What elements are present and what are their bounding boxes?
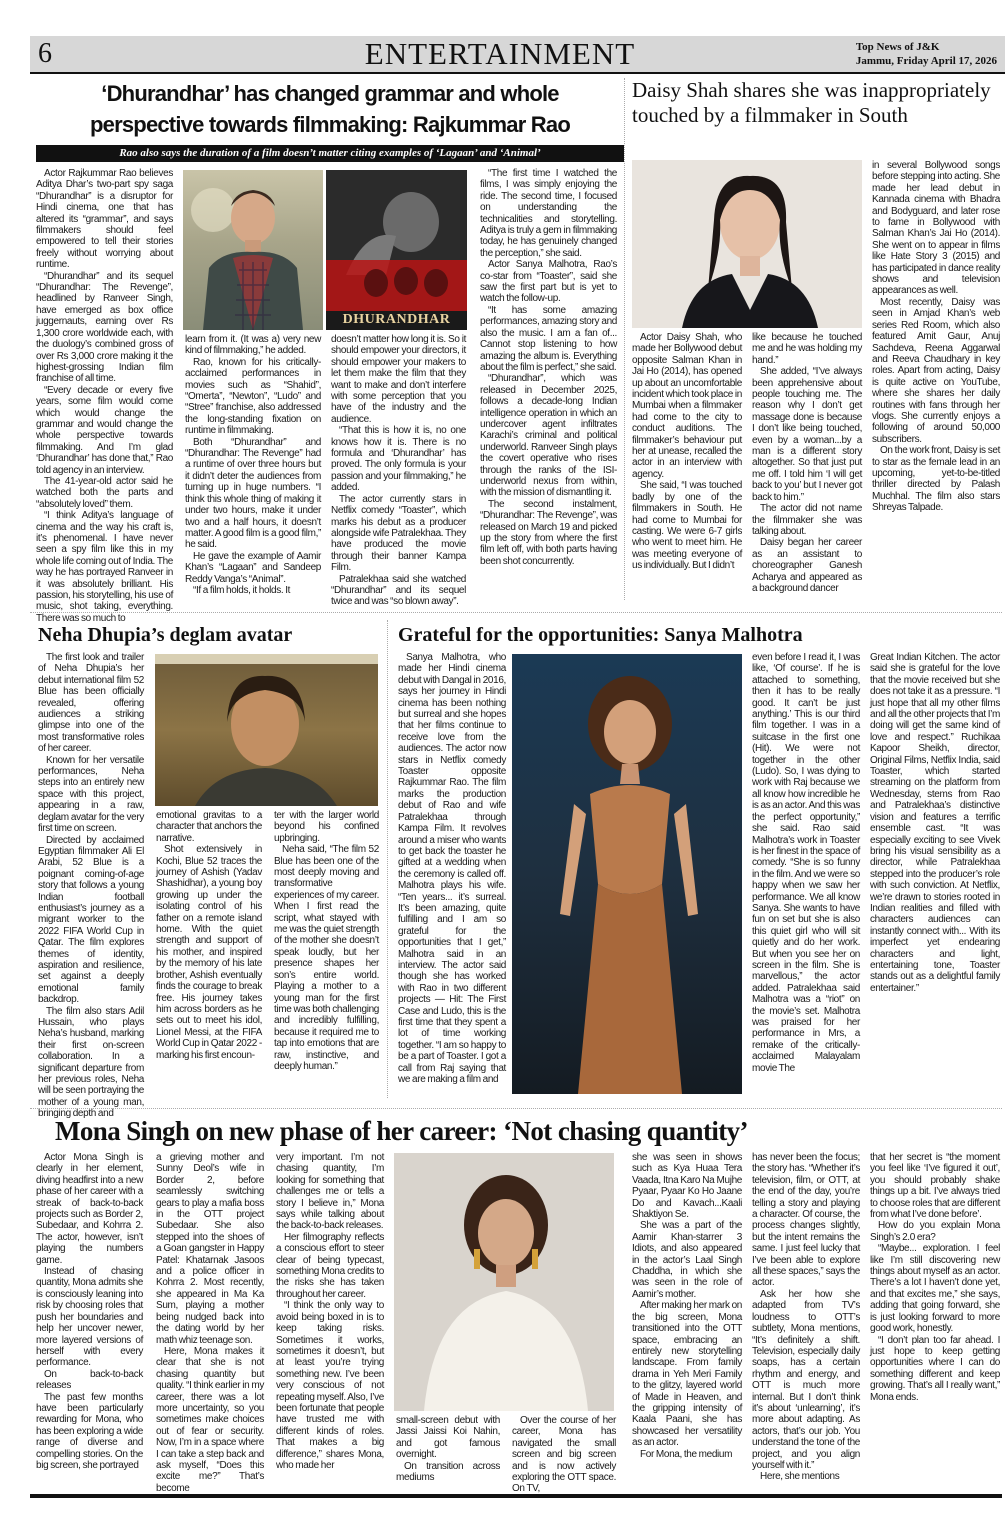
paragraph: “Dhurandhar” and its sequel “Dhurandhar: The Revenge”, headlined by Ranveer Singh, have emerged as box office juggernauts, earning over Rs 1,300 crore worldwide each, with the duology’s combined gross of over Rs 3,000 crore making it the highest-grossing Indian film franchise of all time.: [36, 270, 173, 385]
mona-figure-illustration: [394, 1153, 614, 1411]
mona-col-2: [156, 1152, 264, 1494]
paragraph: Her filmography reflects a conscious effort to steer clear of being typecast, something Mona credits to the risks she has taken throughout her career.: [276, 1231, 384, 1300]
paragraph: “That this is how it is, no one knows how it is. There is no formula and ‘Dhurandhar’ has proved. The only formula is your passion and your filmmaking,” he added.: [331, 425, 466, 494]
paragraph: Known for her versatile performances, Neha steps into an entirely new space with this project, appearing in a raw, deglam avatar for the very first time on screen.: [38, 754, 144, 835]
paragraph: The actor did not name the filmmaker she was talking about.: [752, 503, 862, 537]
rao-headline-line1: ‘Dhurandhar’ has changed grammar and whole: [101, 81, 559, 106]
paragraph: a grieving mother and Sunny Deol’s wife in Border 2, before seamlessly switching gears to play a mafia boss in the OTT project Subedaar. She also stepped into the shoes of a Goan gangster in Happy Patel: Khatarnak Jasoos and a police officer in Kohrra 2. Most recently, she appeared in Ma Ka Sum, playing a mother being nudged back into the dating world by her math whiz teenage son.: [156, 1152, 264, 1346]
section-title: ENTERTAINMENT: [364, 36, 636, 71]
paragraph: very important. I’m not chasing quantity, I’m looking for something that challenges me or tells a story I believe in,” Mona says while talking about the back-to-back releases.: [276, 1152, 384, 1232]
paragraph: She said, “I was touched badly by one of the filmmakers in South. He had come to Mumbai for casting. We were 6-7 girls who went to meet him. He was meeting everyone of us individually. But I didn’t: [632, 480, 742, 572]
paragraph: Over the course of her career, Mona has navigated the small screen and big screen and is now actively exploring the OTT space. On TV,: [512, 1415, 616, 1495]
paragraph: emotional gravitas to a character that anchors the narrative.: [156, 810, 262, 844]
paragraph: She added, “I’ve always been apprehensive about people touching me. The reason why I don’t get massage done is because I don’t like being touched, even by a woman...by a man is a different story altogether. So that just put me off. I told him ‘I will get back to you’ but I never got back to him.”: [752, 366, 862, 503]
mona-col-4: [396, 1415, 500, 1483]
rao-figure-illustration: [183, 170, 323, 330]
sanya-malhotra-photo: [512, 654, 742, 1094]
page-number: 6: [38, 38, 52, 69]
sanya-col-2: [752, 652, 860, 1074]
section-divider: [30, 612, 1002, 613]
paragraph: Directed by acclaimed Egyptian filmmaker Ali El Arabi, 52 Blue is a poignant coming-of-age story that follows a young Indian football enthusiast’s journey as a migrant worker to the 2022 FIFA World Cup in Qatar. The film explores themes of identity, aspiration and resilience, set against a deeply emotional family backdrop.: [38, 834, 144, 1006]
paragraph: she was seen in shows such as Kya Huaa Tera Vaada, Itna Karo Na Mujhe Pyaar, Pyaar Ko Ho Jaane Do and Kavach...Kaali Shaktiyon Se.: [632, 1152, 742, 1221]
neha-dhupia-photo: [155, 654, 378, 806]
paragraph: The 41-year-old actor said he watched both the parts and “absolutely loved” them.: [36, 475, 173, 510]
paragraph: like because he touched me and he was holding my hand.”: [752, 332, 862, 366]
publication-name: Top News of J&K: [855, 41, 940, 53]
daisy-headline: Daisy Shah shares she was inappropriately touched by a filmmaker in South: [632, 78, 991, 127]
rao-headline: [36, 78, 624, 140]
paragraph: even before I read it, I was like, ‘Of course’. If he is attached to something, then it has to be really good. It can’t be just anything.’ This is our third film together. I was in a suitcase in the first one (Hit). We were not together in the other (Ludo). So, I was dying to work with Raj because we all know how incredible he is as an actor. And this was the perfect opportunity,” she said. Rao said Malhotra’s work in Toaster is her finest in the space of comedy. “She is so funny in the film. And we were so happy when we saw her performance. We all know Sanya. She wants to have fun on set but she is also this quiet girl who will sit quietly and do her work. But when you see her on screen in the film. She is marvellous,” the actor added. Patralekhaa said Malhotra was a “riot” on the movie’s set. Malhotra was praised for her performance in Mrs, a remake of the critically-acclaimed Malayalam movie The: [752, 652, 860, 1074]
paragraph: She was a part of the Aamir Khan-starrer 3 Idiots, and also appeared in the actor’s Laal Singh Chaddha, in which she was seen in the role of Aamir’s mother.: [632, 1220, 742, 1300]
daisy-col-1: [632, 332, 742, 572]
paragraph: Actor Mona Singh is clearly in her element, diving headfirst into a new phase of her career with a streak of back-to-back projects such as Border 2, Subedaar, and Kohrra 2. The actor, however, isn’t playing the numbers game.: [36, 1152, 143, 1266]
rao-strap: Rao also says the duration of a film doesn’t matter citing examples of ‘Lagaan’ and ‘Animal’: [36, 145, 624, 162]
sanya-col-3: [870, 652, 1000, 994]
daisy-figure-illustration: [632, 160, 862, 328]
dateline: Jammu, Friday April 17, 2026: [855, 55, 997, 67]
paragraph: The past few months have been particularly rewarding for Mona, who has been exploring a wide range of diverse and compelling stories. On the big screen, she portrayed: [36, 1391, 143, 1471]
neha-figure-illustration: [155, 654, 378, 806]
paragraph: Ask her how she adapted from TV’s loudness to OTT’s subtlety, Mona mentions, “It’s definitely a shift. Television, especially daily soaps, has a certain rhythm and energy, and OTT is much more internal. But I don’t think it’s about ‘unlearning’, it’s more about adapting. As actors, that’s our job. You understand the tone of the project, and you align yourself with it.”: [752, 1288, 860, 1471]
bottom-rule: [30, 1494, 1002, 1498]
paragraph: The actor currently stars in Netflix comedy “Toaster”, which marks his debut as a producer alongside wife Patralekhaa. They have produced the movie through their banner Kampa Film.: [331, 493, 466, 574]
rao-col-3: [331, 334, 466, 608]
neha-headline: Neha Dhupia’s deglam avatar: [38, 624, 293, 646]
paragraph: “It has some amazing performances, amazing story and also the music. I am a fan of... Cannot stop listening to how amazing the album is. Everything about the film is perfect,” she said.: [480, 304, 617, 373]
mona-col-7: [752, 1152, 860, 1483]
paragraph: Instead of chasing quantity, Mona admits she is consciously leaning into risk by choosing roles that push her boundaries and help her uncover newer, more layered versions of herself with every performance.: [36, 1266, 143, 1369]
mona-headline: Mona Singh on new phase of her career: ‘Not chasing quantity’: [55, 1116, 748, 1146]
daisy-col-2: [752, 332, 862, 594]
paragraph: Shot extensively in Kochi, Blue 52 traces the journey of Ashish (Yadav Shashidhar), a young boy growing up under the isolating control of his father on a remote island home. With the quiet strength and support of his mother, and inspired by the memory of his late brother, Ashish eventually finds the courage to break free. His journey takes him across borders as he sets out to meet his idol, Lionel Messi, at the FIFA World Cup in Qatar 2022 - marking his first encoun-: [156, 844, 262, 1061]
paragraph: Great Indian Kitchen. The actor said she is grateful for the love that the movie received but she does not take it as a pressure. “I just hope that all my other films and all the other projects that I’m doing will get the same kind of love and respect.” Ruchikaa Kapoor Sheikh, director, Original Films, Netflix India, said Toaster, which started streaming on the platform from Wednesday, stems from Rao and Patralekhaa’s distinctive vision and features a terrific ensemble cast. “It was especially exciting to see Vivek bring his visual sensibility as a director, while Patralekhaa stepped into the producer’s role with such conviction. At Netflix, we’re drawn to stories rooted in Indian realities and filled with characters audiences can instantly connect with... With its imperfect yet endearing characters and light, entertaining tone, Toaster stands out as a delightful family entertainer.”: [870, 652, 1000, 994]
paragraph: learn from it. (It was a) very new kind of filmmaking,” he added.: [185, 334, 321, 357]
masthead: [30, 36, 1005, 74]
subheading: On transition across mediums: [396, 1460, 500, 1484]
mona-col-8: [870, 1152, 1000, 1403]
paragraph: Most recently, Daisy was seen in Amjad Khan’s web series Red Room, which also featured Amit Gaur, Anuj Sachdeva, Reena Aggarwal and Reeva Chaudhary in key roles. Apart from acting, Daisy is quite active on YouTube, where she shares her daily routines with fans through her vlogs. She currently enjoys a following of around 50,000 subscribers.: [872, 296, 1000, 445]
paragraph: Patralekhaa said she watched “Dhurandhar” and its sequel twice and was “so blown away”.: [331, 573, 466, 608]
daisy-col-3: [872, 160, 1000, 514]
paragraph: in several Bollywood songs before stepping into acting. She made her lead debut in Kannada cinema with Bhadra and Bodyguard, and later rose to fame in Bollywood with Salman Khan’s Jai Ho (2014). She went on to appear in films like Hate Story 3 (2015) and has participated in dance reality shows and television appearances as well.: [872, 160, 1000, 297]
paragraph: “The first time I watched the films, I was simply enjoying the ride. The second time, I focused on understanding the technicalities and storytelling. Aditya is truly a gem in filmmaking today, he has genuinely changed the perception,” she said.: [480, 168, 617, 259]
paragraph: ter with the larger world beyond his confined upbringing.: [274, 810, 379, 844]
mona-col-1: [36, 1152, 143, 1471]
neha-col-2: [156, 810, 262, 1061]
paragraph: small-screen debut with Jassi Jaissi Koi Nahin, and got famous overnight.: [396, 1415, 500, 1461]
paragraph: The first look and trailer of Neha Dhupia’s her debut international film 52 Blue has been officially revealed, offering audiences a striking glimpse into one of the most transformative roles of her career.: [38, 652, 144, 755]
paragraph: The second instalment, “Dhurandhar: The Revenge”, was released on March 19 and picked up the story from where the first film left off, with both parts having been shot concurrently.: [480, 498, 617, 567]
poster-title: DHURANDHAR: [342, 312, 451, 327]
paragraph: On the work front, Daisy is set to star as the female lead in an upcoming, yet-to-be-titled thriller directed by Palash Muchhal. The film also stars Shreyas Talpade.: [872, 445, 1000, 514]
paragraph: Neha said, “The film 52 Blue has been one of the most deeply moving and transformative experiences of my career. When I first read the script, what stayed with me was the quiet strength of the mother she doesn’t speak loudly, but her presence shapes her son’s entire world. Playing a mother to a young man for the first time was both challenging and incredibly fulfilling, because it required me to tap into emotions that are raw, instinctive, and deeply human.”: [274, 844, 379, 1072]
dhurandhar-poster: [326, 170, 467, 330]
paragraph: “I think Aditya’s language of cinema and the way his craft is, it’s phenomenal. I have never seen a spy film like this in my whole life coming out of India. The way he has portrayed Ranveer in it was absolutely brilliant. His passion, his storytelling, his use of music, shot taking, everything. There was so much to: [36, 510, 173, 624]
paragraph: How do you explain Mona Singh’s 2.0 era?: [870, 1220, 1000, 1243]
rao-col-2: [185, 334, 321, 596]
paragraph: “I think the only way to avoid being boxed in is to keep taking risks. Sometimes it works, sometimes it doesn’t, but at least you’re trying something new. I’ve been very conscious of not repeating myself. Also, I’ve been fortunate that people have trusted me with different kinds of roles. That makes a big difference,” shares Mona, who made her: [276, 1300, 384, 1471]
paragraph: “Every decade or every five years, some film would come which would change the grammar and would change the whole perspective towards filmmaking. And I’m glad ‘Dhurandhar’ has done that,” Rao told agency in an interview.: [36, 384, 173, 476]
mona-singh-photo: [394, 1153, 614, 1411]
rao-col-4: [480, 168, 617, 567]
mona-col-6: [632, 1152, 742, 1460]
paragraph: “Dhurandhar”, which was released in December 2025, follows a decade-long Indian intelligence operation in which an undercover agent infiltrates Karachi’s criminal and political underworld. Ranveer Singh plays the covert operative who rises through the ranks of the ISI-underworld nexus from within, with the mission of dismantling it.: [480, 373, 617, 499]
paragraph: Actor Daisy Shah, who made her Bollywood debut opposite Salman Khan in Jai Ho (2014), has opened up about an uncomfortable incident which took place in Mumbai when a filmmaker had come to the city to conduct auditions. The filmmaker’s behaviour put her at unease, recalled the actor in an interview with agency.: [632, 332, 742, 480]
paragraph: “If a film holds, it holds. It: [193, 584, 291, 596]
sanya-figure-illustration: [512, 654, 742, 1094]
rao-col-1: [36, 168, 173, 624]
rao-headline-line2: perspective towards filmmaking: Rajkummar Rao: [90, 112, 570, 137]
paragraph: “Maybe... exploration. I feel like I’m still discovering new things about myself as an actor. There’s a lot I haven’t done yet, and that excites me,” she says, adding that going forward, she is just looking forward to more good work, honestly.: [870, 1243, 1000, 1335]
rajkummar-rao-photo: [183, 170, 323, 330]
neha-col-1: [38, 652, 144, 1120]
paragraph: Here, Mona makes it clear that she is not chasing quantity but quality. “I think earlier in my career, there was a lot more uncertainty, so you sometimes make choices out of fear or security. Now, I’m in a space where I can take a step back and ask myself, “Does this excite me?” That’s become: [156, 1345, 264, 1494]
paragraph: Sanya Malhotra, who made her Hindi cinema debut with Dangal in 2016, says her journey in Hindi cinema has been nothing but surreal and she hopes that her films continue to receive love from the audiences. The actor now stars in Netflix comedy Toaster opposite Rajkummar Rao. The film marks the production debut of Rao and wife Patralekhaa through Kampa Film. It revolves around a miser who wants to get back the toaster he gifted at a wedding when the ceremony is called off. Malhotra plays his wife. “Ten years... it’s surreal. It’s been amazing, quite fulfilling and I am so grateful for the opportunities that I get,” Malhotra said in an interview. The actor said though she has worked with Rao in two different projects — Hit: The First Case and Ludo, this is the first time that they spent a lot of time working together. “I am so happy to be a part of Toaster. I got a call from Raj saying that we are making a film and: [398, 652, 506, 1086]
poster-illustration: [326, 170, 467, 330]
column-divider: [387, 620, 388, 1098]
paragraph: “I don’t plan too far ahead. I just hope to keep getting opportunities where I can do something different and keep growing. That’s all I really want,” Mona ends.: [870, 1334, 1000, 1403]
column-divider: [624, 78, 625, 600]
section-divider: [30, 1108, 1002, 1109]
paragraph: Actor Sanya Malhotra, Rao’s co-star from “Toaster”, said she saw the first part but is yet to watch the follow-up.: [480, 259, 617, 305]
paragraph: Both “Dhurandhar” and “Dhurandhar: The Revenge” had a runtime of over three hours but it didn’t deter the audiences from turning up in huge numbers. “I think this whole thing of making it under two hours, make it under two and a half hours, it doesn’t matter. A good film is a good film,” he said.: [185, 436, 321, 551]
subheading: On back-to-back releases: [36, 1368, 143, 1392]
paragraph: Actor Rajkummar Rao believes Aditya Dhar’s two-part spy saga “Dhurandhar” is a disruptor for Hindi cinema, one that has altered its “grammar”, and says filmmakers should feel empowered to tell their stories freely without worrying about runtime.: [36, 168, 173, 271]
paragraph: has never been the focus; the story has. “Whether it’s television, film, or OTT, at the end of the day, you’re telling a story and playing a character. Of course, the process changes slightly, but the intent remains the same. I just feel lucky that I’ve been able to explore all these spaces,” says the actor.: [752, 1152, 860, 1289]
paragraph: Rao, known for his critically-acclaimed performances in movies such as “Shahid”, “Omerta”, “Newton”, “Ludo” and “Stree” franchise, also addressed the long-standing fixation on runtime in filmmaking.: [185, 356, 321, 437]
sanya-col-1: [398, 652, 506, 1085]
neha-col-3: [274, 810, 379, 1072]
publication-info: [856, 40, 997, 68]
paragraph: doesn’t matter how long it is. So it should empower your directors, it should empower your makers to let them make the film that they want to make and don’t interfere with some perception that you have of the industry and the audience.: [331, 334, 466, 425]
paragraph: Daisy began her career as an assistant to choreographer Ganesh Acharya and appeared as a background dancer: [752, 537, 862, 594]
paragraph: After making her mark on the big screen, Mona transitioned into the OTT space, embracing an entirely new storytelling landscape. From family drama in Yeh Meri Family to the glitzy, layered world of Made in Heaven, and the gripping intensity of Kaala Paani, she has showcased her versatility as an actor.: [632, 1300, 742, 1449]
paragraph: Here, she mentions: [760, 1471, 840, 1483]
daisy-shah-photo: [632, 160, 862, 328]
paragraph: The film also stars Adil Hussain, who plays Neha’s husband, marking their first on-screen collaboration. In a significant departure from her previous roles, Neha will be seen portraying the mother of a young man, bringing depth and: [38, 1005, 144, 1120]
paragraph: He gave the example of Aamir Khan’s “Lagaan” and Sandeep Reddy Vanga’s “Animal”.: [185, 550, 321, 585]
paragraph: For Mona, the medium: [640, 1448, 733, 1460]
sanya-headline: Grateful for the opportunities: Sanya Malhotra: [398, 624, 803, 646]
mona-col-3: [276, 1152, 384, 1471]
mona-col-5: [512, 1415, 616, 1495]
paragraph: that her secret is “the moment you feel like ‘I’ve figured it out’, you should probably shake things up a bit. I’ve always tried to choose roles that are different from what I’ve done before’.: [870, 1152, 1000, 1221]
